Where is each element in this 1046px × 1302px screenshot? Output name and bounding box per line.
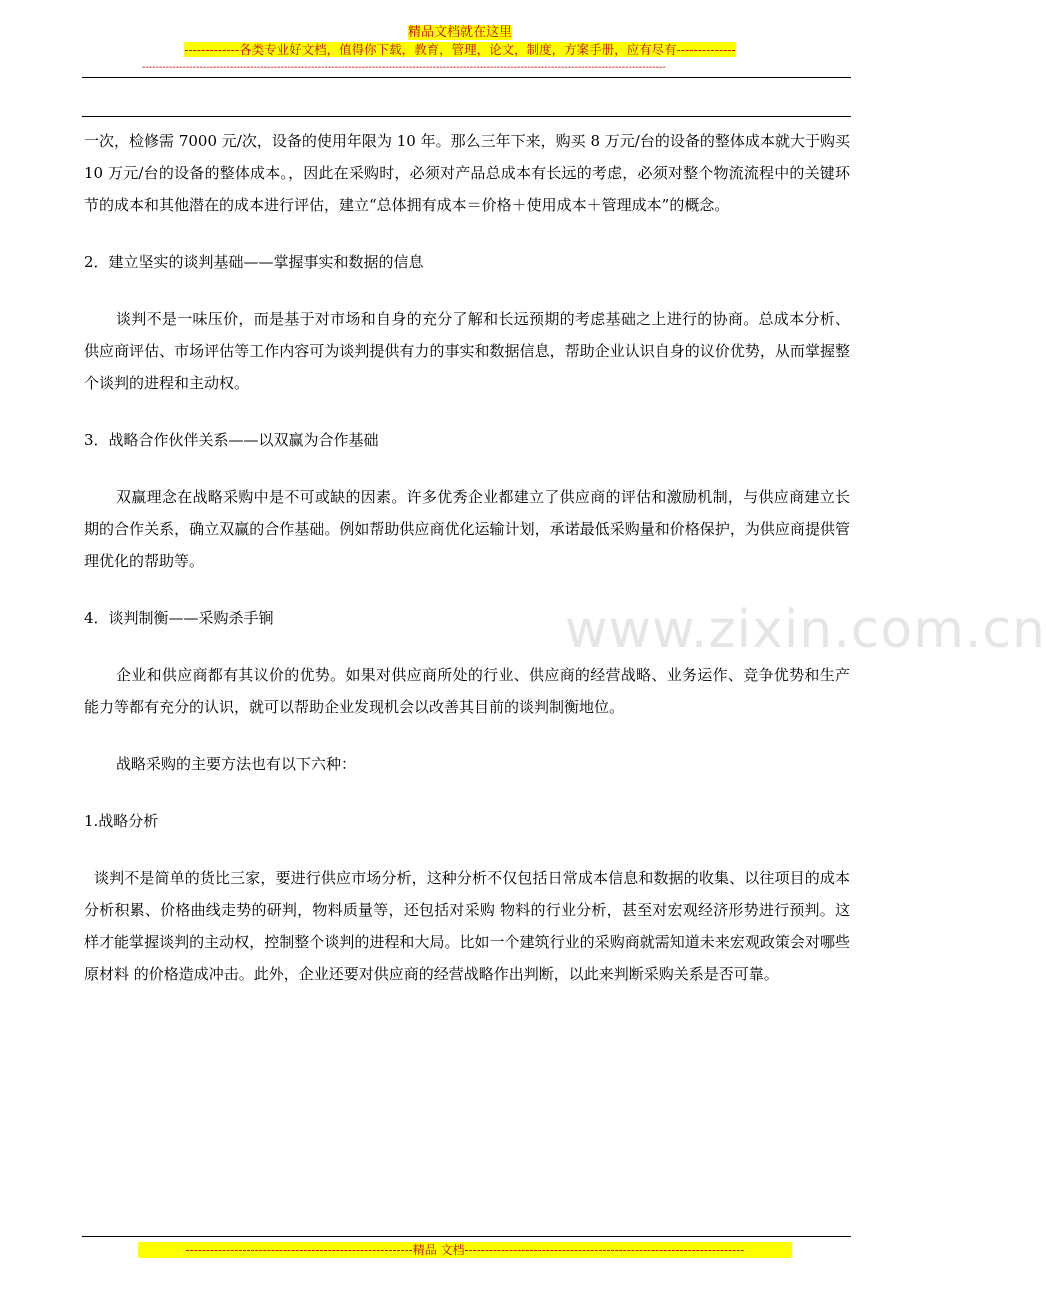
watermark: www.zixin.com.cn — [565, 600, 1046, 660]
content-top-rule — [82, 116, 851, 117]
paragraph-2: 谈判不是一味压价，而是基于对市场和自身的充分了解和长远预期的考虑基础之上进行的协商。总成本分析、供应商评估、市场评估等工作内容可为谈判提供有力的事实和数据信息，帮助企业认识自身的议价优势，从而掌握整个谈判的进程和主动权。 — [84, 310, 850, 392]
heading-4: 4．谈判制衡——采购杀手锏 — [84, 609, 274, 627]
paragraph-3: 双赢理念在战略采购中是不可或缺的因素。许多优秀企业都建立了供应商的评估和激励机制，与供应商建立长期的合作关系，确立双赢的合作基础。例如帮助供应商优化运输计划，承诺最低采购量和价格保护，为供应商提供管理优化的帮助等。 — [84, 488, 850, 570]
document-body — [84, 125, 850, 990]
header-title — [0, 25, 920, 41]
heading-5: 1.战略分析 — [84, 812, 159, 830]
paragraph-1: 一次，检修需 7000 元/次，设备的使用年限为 10 年。那么三年下来，购买 8 万元/台的设备的整体成本就大于购买 10 万元/台的设备的整体成本。，因此在采购时，必须对产品总成本有长远的考虑，必须对整个物流流程中的关键环节的成本和其他潜在的成本进行评估，建立“总体拥有成本＝价格＋使用成本＋管理成本”的概念。 — [84, 132, 850, 214]
header-dash-line: ----------------------------------------------------------------------------------------------------------------------------------------------------------- — [142, 62, 666, 73]
footer-rule — [82, 1236, 851, 1237]
paragraph-6: 谈判不是简单的货比三家，要进行供应市场分析，这种分析不仅包括日常成本信息和数据的收集、以往项目的成本分析积累、价格曲线走势的研判，物料质量等，还包括对采购 物料的行业分析，甚至对宏观经济形势进行预判。这样才能掌握谈判的主动权，控制整个谈判的进程和大局。比如一个建筑行业的采购商就需知道未来宏观政策会对哪些原材料 的价格造成冲击。此外，企业还要对供应商的经营战略作出判断，以此来判断采购关系是否可靠。 — [84, 869, 850, 983]
footer-banner: --------------------------------------------------------精品 文档--------------------------------------------------------------------- — [138, 1242, 792, 1258]
paragraph-5: 战略采购的主要方法也有以下六种： — [116, 755, 357, 773]
heading-3: 3．战略合作伙伴关系——以双赢为合作基础 — [84, 431, 379, 449]
header-subtitle-text: -------------各类专业好文档，值得你下载，教育，管理，论文，制度，方案手册，应有尽有-------------- — [184, 42, 736, 57]
heading-2: 2．建立坚实的谈判基础——掌握事实和数据的信息 — [84, 253, 424, 271]
header-title-text: 精品文档就在这里 — [407, 25, 512, 40]
paragraph-4: 企业和供应商都有其议价的优势。如果对供应商所处的行业、供应商的经营战略、业务运作、竞争优势和生产能力等都有充分的认识，就可以帮助企业发现机会以改善其目前的谈判制衡地位。 — [84, 666, 850, 716]
header-rule — [82, 77, 851, 78]
header-subtitle — [0, 42, 920, 58]
page-header — [0, 0, 920, 80]
